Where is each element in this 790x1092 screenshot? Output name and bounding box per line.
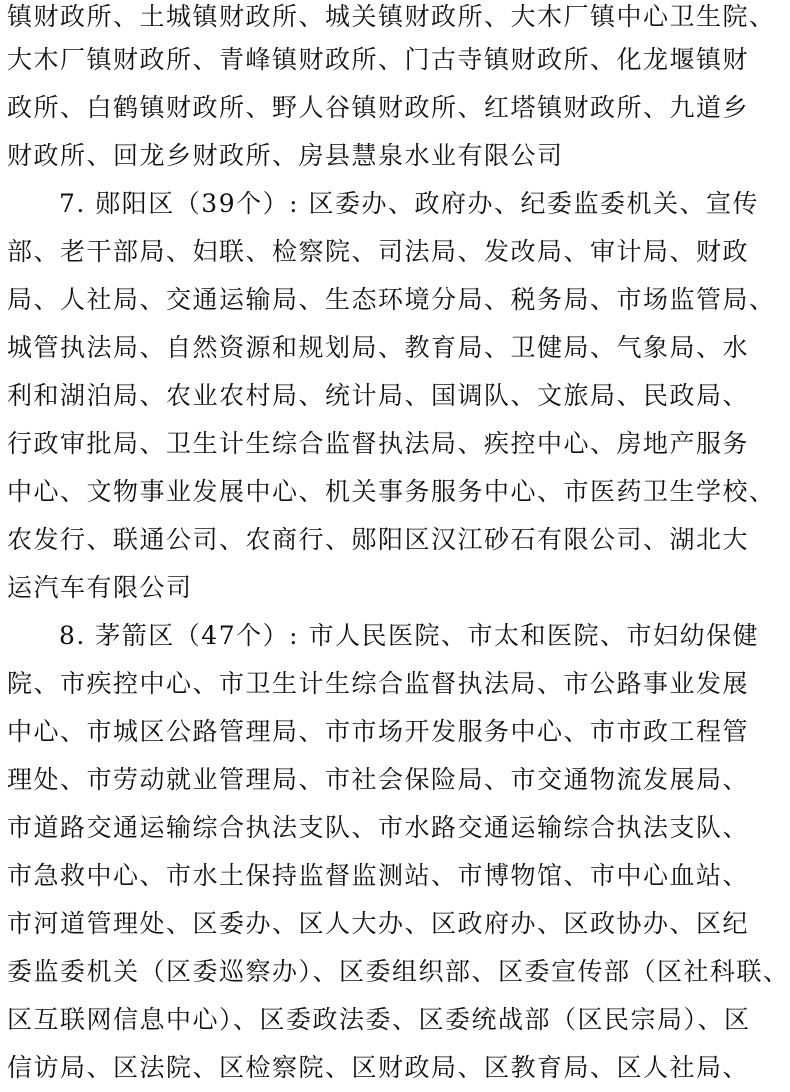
text-line: 中心、市城区公路管理局、市市场开发服务中心、市市政工程管 <box>7 717 750 746</box>
text-line: 大木厂镇财政所、青峰镇财政所、门古寺镇财政所、化龙堰镇财 <box>7 45 750 74</box>
text-line: 委监委机关（区委巡察办）、区委组织部、区委宣传部（区社科联、 <box>7 957 790 986</box>
section-7-heading-line: 7. 郧阳区（39个）: 区委办、政府办、纪委监委机关、宣传 <box>59 189 759 218</box>
text-line: 区互联网信息中心）、区委政法委、区委统战部（区民宗局）、区 <box>7 1005 751 1034</box>
text-line: 局、人社局、交通运输局、生态环境分局、税务局、市场监管局、 <box>7 285 776 314</box>
text-line: 中心、文物事业发展中心、机关事务服务中心、市医药卫生学校、 <box>7 477 776 506</box>
text-line: 部、老干部局、妇联、检察院、司法局、发改局、审计局、财政 <box>7 237 750 266</box>
text-line: 行政审批局、卫生计生综合监督执法局、疾控中心、房地产服务 <box>7 429 750 458</box>
text-line: 信访局、区法院、区检察院、区财政局、区教育局、区人社局、 <box>7 1053 750 1082</box>
text-line: 理处、市劳动就业管理局、市社会保险局、市交通物流发展局、 <box>7 765 750 794</box>
section-8-heading-line: 8. 茅箭区（47个）: 市人民医院、市太和医院、市妇幼保健 <box>59 621 759 650</box>
text-line: 政所、白鹤镇财政所、野人谷镇财政所、红塔镇财政所、九道乡 <box>7 93 750 122</box>
text-line: 市急救中心、市水土保持监督监测站、市博物馆、市中心血站、 <box>7 861 750 890</box>
text-line: 镇财政所、土城镇财政所、城关镇财政所、大木厂镇中心卫生院、 <box>7 2 776 31</box>
text-line: 市河道管理处、区委办、区人大办、区政府办、区政协办、区纪 <box>7 909 750 938</box>
text-line: 利和湖泊局、农业农村局、统计局、国调队、文旅局、民政局、 <box>7 381 750 410</box>
text-line: 院、市疾控中心、市卫生计生综合监督执法局、市公路事业发展 <box>7 669 750 698</box>
text-line: 市道路交通运输综合执法支队、市水路交通运输综合执法支队、 <box>7 813 750 842</box>
text-line: 运汽车有限公司 <box>7 573 193 602</box>
text-line: 城管执法局、自然资源和规划局、教育局、卫健局、气象局、水 <box>7 333 750 362</box>
text-line: 财政所、回龙乡财政所、房县慧泉水业有限公司 <box>7 141 564 170</box>
text-line: 农发行、联通公司、农商行、郧阳区汉江砂石有限公司、湖北大 <box>7 525 750 554</box>
